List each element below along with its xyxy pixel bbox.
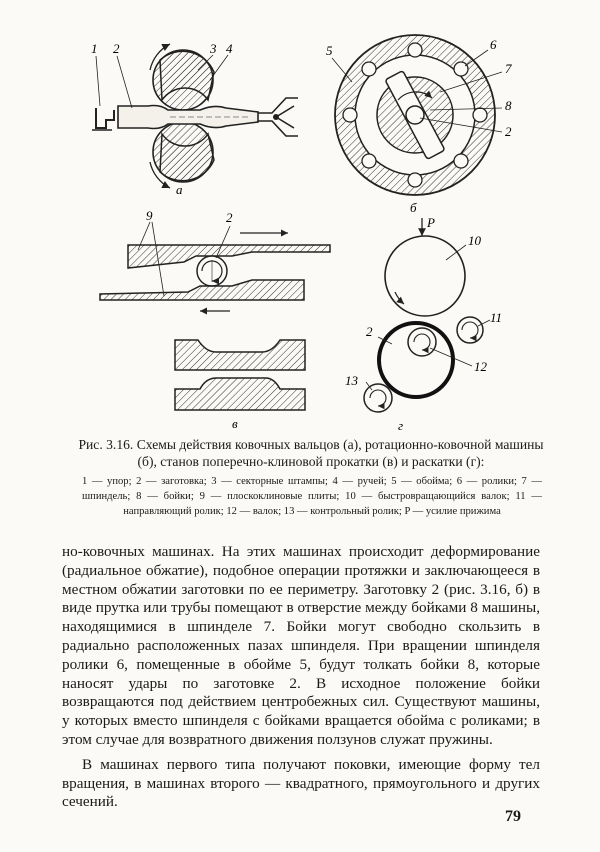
label-c-9: 9 <box>146 208 153 223</box>
label-a-2: 2 <box>113 41 120 56</box>
paragraph-2: В машинах первого типа получают поковки, имеющие форму тел вращения, в машинах второго — квадратного, прямоугольного и других сечений. <box>62 755 540 811</box>
label-b-7: 7 <box>505 61 512 76</box>
figure-caption: Рис. 3.16. Схемы действия ковочных вальцов (а), ротационно-ковочной машины (б), станов поперечно-клиновой прокатки (в) и раскатки (г): <box>78 437 544 469</box>
label-d-11: 11 <box>490 310 503 325</box>
label-d-2: 2 <box>366 324 373 339</box>
diagram-a-forging-rolls <box>91 41 298 197</box>
label-b-8: 8 <box>505 98 512 113</box>
body-text <box>62 543 540 812</box>
subfigure-label-c: в <box>232 416 238 431</box>
label-a-1: 1 <box>91 41 98 56</box>
diagram-c-cross-wedge-rolling <box>100 208 330 431</box>
label-c-2: 2 <box>226 210 233 225</box>
label-b-2: 2 <box>505 124 512 139</box>
label-d-p: P <box>427 215 435 230</box>
paragraph-1: но-ковочных машинах. На этих машинах происходит деформирование (радиальное обжатие), подобное операции протяжки и заключающееся в местном обжатии заготовки по ее периметру. Заготовку 2 (рис. 3.16, б) в виде прутка или трубы помещают в отверстие между бойками 8 машины, находящимися в шпинделе 7. Бойки могут свободно скользить в радиально расположенных пазах шпинделя. При вращении шпинделя ролики 6, помещенные в обойме 5, будут толкать бойки 8, которые наносят удары по заготовке 2. В исходное положение бойки возвращаются под действием центробежных сил. Существуют машины, у которых вместо шпинделя с бойками вращается обойма с роликами; в этом случае для возвратного движения ползунов служат пружины. <box>62 543 540 748</box>
label-b-6: 6 <box>490 37 497 52</box>
label-d-10: 10 <box>468 233 481 248</box>
label-a-3: 3 <box>210 41 217 56</box>
page-number: 79 <box>505 808 521 825</box>
subfigure-label-a: а <box>176 182 183 197</box>
label-d-13: 13 <box>345 373 358 388</box>
label-a-4: 4 <box>226 41 233 56</box>
subfigure-label-d: г <box>398 418 404 433</box>
subfigure-label-b: б <box>410 200 417 215</box>
diagram-b-rotary-forging <box>326 35 512 215</box>
figure-legend: 1 — упор; 2 — заготовка; 3 — секторные штампы; 4 — ручей; 5 — обойма; 6 — ролики; 7 — шпиндель; 8 — бойки; 9 — плоскоклиновые плиты; 10 — быстровращающийся валок; 11 — направляющий ролик; 12 — валок; 13 — контрольный ролик; P — усилие прижима <box>82 476 542 517</box>
label-b-5: 5 <box>326 43 333 58</box>
label-d-12: 12 <box>474 359 487 374</box>
diagram-d-ring-rolling <box>345 215 502 433</box>
